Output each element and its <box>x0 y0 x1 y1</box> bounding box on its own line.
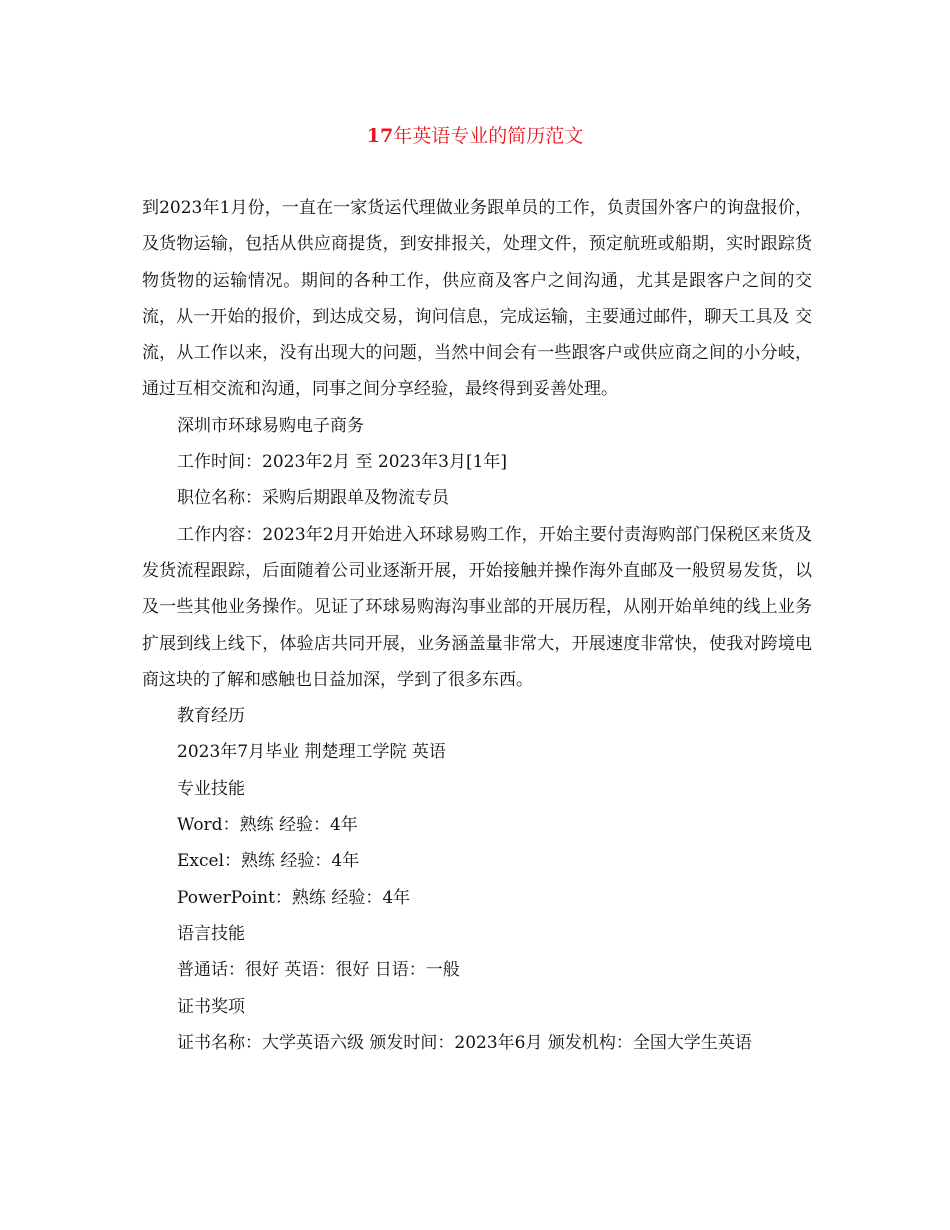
language-item: 普通话：很好 英语：很好 日语：一般 <box>177 960 460 981</box>
position-title: 职位名称：采购后期跟单及物流专员 <box>177 488 449 509</box>
title-number: 17 <box>366 125 394 147</box>
education-heading: 教育经历 <box>177 706 245 727</box>
education-item: 2023年7月毕业 荆楚理工学院 英语 <box>177 742 446 763</box>
skill-excel: Excel：熟练 经验：4年 <box>177 851 360 872</box>
skill-word: Word：熟练 经验：4年 <box>177 815 358 836</box>
work-time: 工作时间：2023年2月 至 2023年3月[1年] <box>177 452 508 473</box>
certificate-heading: 证书奖项 <box>177 996 245 1017</box>
skills-heading: 专业技能 <box>177 778 245 799</box>
intro-paragraph: 到2023年1月份，一直在一家货运代理做业务跟单员的工作，负责国外客户的询盘报价，及货物运输，包括从供应商提货，到安排报关，处理文件，预定航班或船期，实时跟踪货物货物的运输情况。期间的各种工作，供应商及客户之间沟通，尤其是跟客户之间的交流，从一开始的报价，到达成交易，询问信息，完成运输，主要通过邮件，聊天工具及 交流，从工作以来，没有出现大的问题，当然中间会有一些跟客户或供应商之间的小分岐，通过互相交流和沟通，同事之间分享经验，最终得到妥善处理。 <box>142 198 812 400</box>
document-body <box>142 190 812 1061</box>
company-name: 深圳市环球易购电子商务 <box>177 415 364 436</box>
title-text: 年英语专业的简历范文 <box>393 125 584 147</box>
document-title <box>0 122 950 150</box>
skill-powerpoint: PowerPoint：熟练 经验：4年 <box>177 887 411 908</box>
work-content-paragraph: 工作内容：2023年2月开始进入环球易购工作，开始主要付责海购部门保税区来货及发货流程跟踪，后面随着公司业逐渐开展，开始接触并操作海外直邮及一般贸易发货，以及一些其他业务操作。见证了环球易购海沟事业部的开展历程，从刚开始单纯的线上业务扩展到线上线下，体验店共同开展，业务涵盖量非常大，开展速度非常快，使我对跨境电商这块的了解和感触也日益加深，学到了很多东西。 <box>142 524 812 690</box>
certificate-item: 证书名称：大学英语六级 颁发时间：2023年6月 颁发机构：全国大学生英语 <box>177 1032 752 1053</box>
language-heading: 语言技能 <box>177 923 245 944</box>
